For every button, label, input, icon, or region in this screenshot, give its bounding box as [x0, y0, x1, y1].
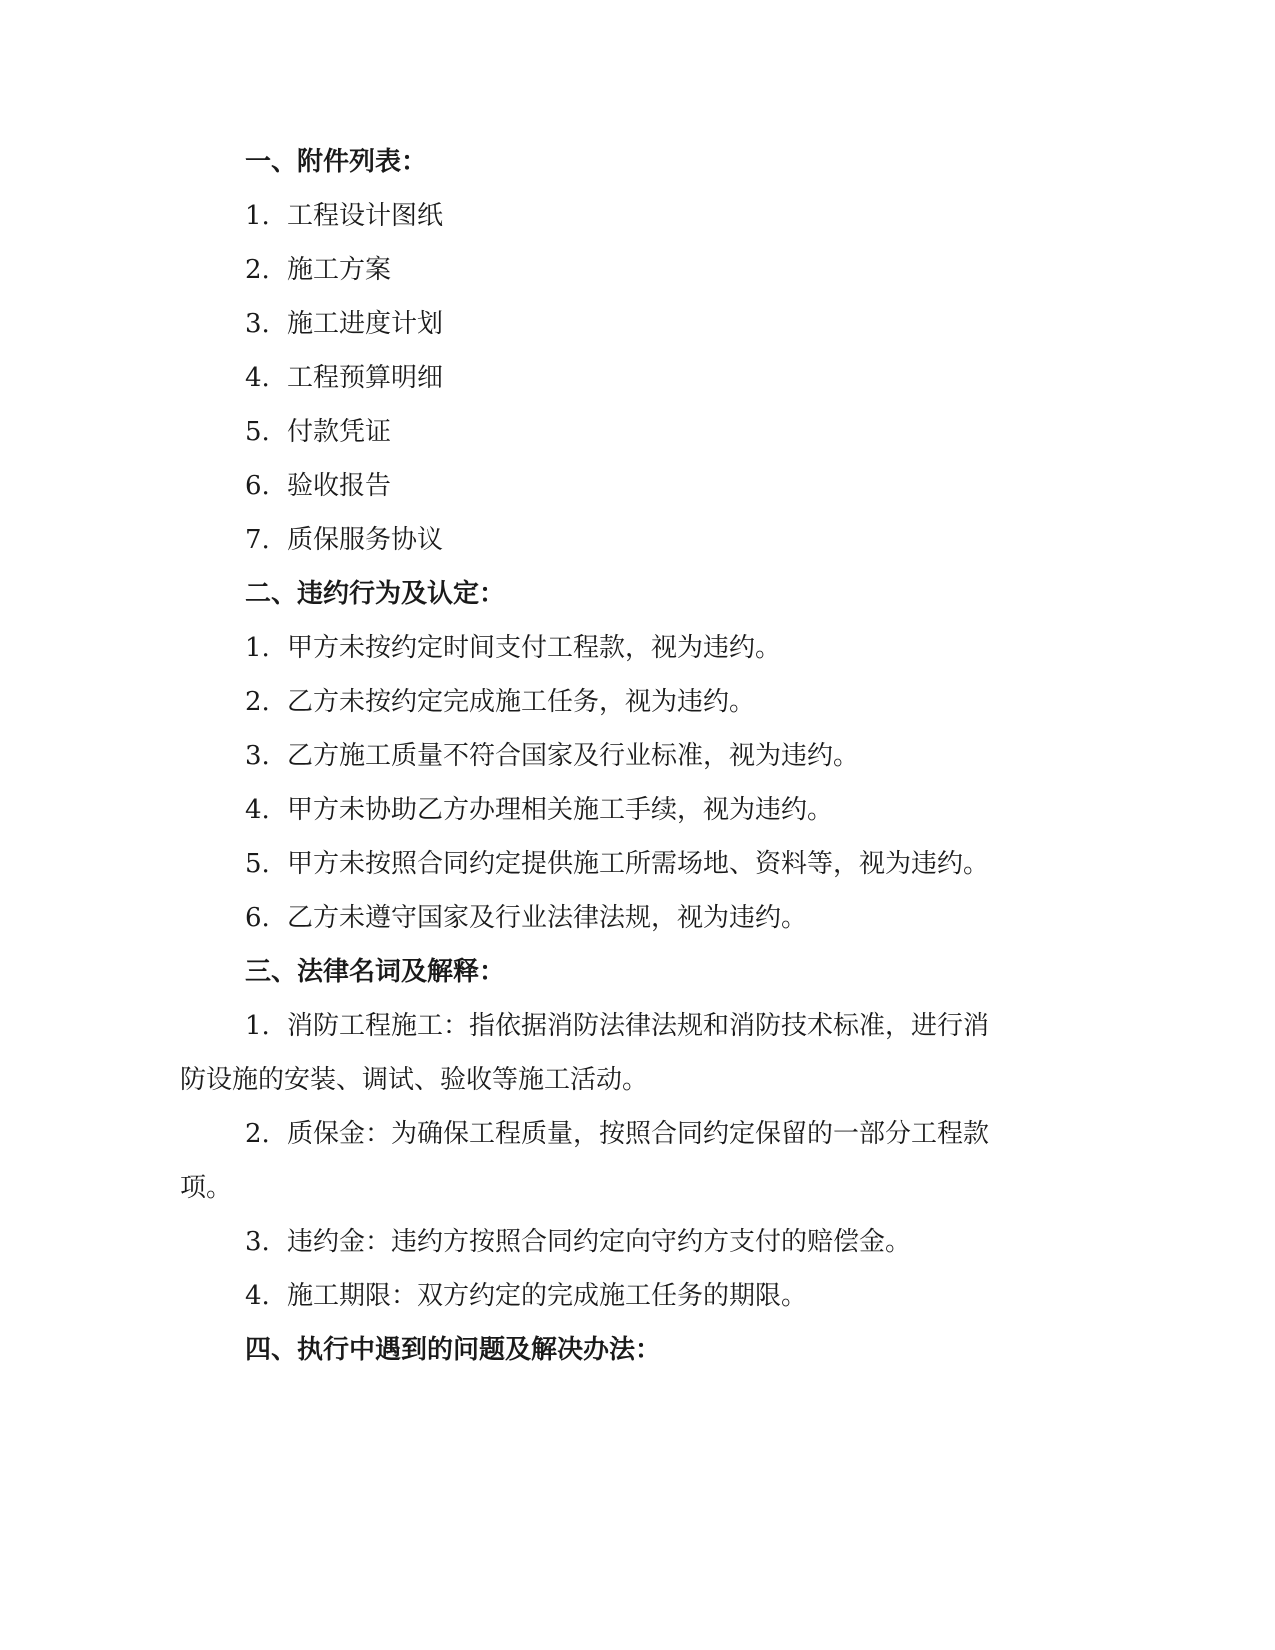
item-text: 工程预算明细 [287, 363, 444, 393]
item-text: 甲方未按约定时间支付工程款，视为违约。 [287, 633, 782, 663]
item-text: 验收报告 [287, 471, 392, 501]
list-item [245, 1117, 989, 1151]
section-heading-breach: 二、违约行为及认定： [245, 579, 506, 609]
item-number: 7. [245, 525, 270, 555]
item-number: 1. [245, 633, 270, 663]
item-text: 消防工程施工：指依据消防法律法规和消防技术标准，进行消 [287, 1011, 990, 1041]
item-text: 乙方未遵守国家及行业法律法规，视为违约。 [287, 903, 808, 933]
list-item [245, 361, 443, 395]
item-number: 2. [245, 255, 270, 285]
item-text: 施工方案 [287, 255, 392, 285]
list-item [245, 307, 443, 341]
section-heading-attachments: 一、附件列表： [245, 147, 428, 177]
item-text: 乙方施工质量不符合国家及行业标准，视为违约。 [287, 741, 860, 771]
list-item-continuation: 项。 [180, 1173, 233, 1203]
item-text: 施工进度计划 [287, 309, 444, 339]
item-number: 3. [245, 741, 270, 771]
section-heading-legal-terms: 三、法律名词及解释： [245, 957, 506, 987]
list-item [245, 523, 443, 557]
list-item [245, 1225, 911, 1259]
list-item [245, 631, 781, 665]
list-item [245, 469, 391, 503]
item-number: 2. [245, 687, 270, 717]
item-text: 质保服务协议 [287, 525, 444, 555]
list-item [245, 793, 833, 827]
item-text: 质保金：为确保工程质量，按照合同约定保留的一部分工程款 [287, 1119, 990, 1149]
item-number: 4. [245, 795, 270, 825]
list-item [245, 199, 443, 233]
item-text: 工程设计图纸 [287, 201, 444, 231]
list-item [245, 685, 755, 719]
item-number: 4. [245, 363, 270, 393]
section-heading-issues: 四、执行中遇到的问题及解决办法： [245, 1335, 662, 1365]
item-number: 2. [245, 1119, 270, 1149]
item-text: 付款凭证 [287, 417, 392, 447]
list-item-continuation: 防设施的安装、调试、验收等施工活动。 [180, 1065, 649, 1095]
item-text: 违约金：违约方按照合同约定向守约方支付的赔偿金。 [287, 1227, 912, 1257]
list-item [245, 253, 391, 287]
item-number: 3. [245, 1227, 270, 1257]
list-item [245, 847, 989, 881]
item-text: 甲方未协助乙方办理相关施工手续，视为违约。 [287, 795, 834, 825]
item-text: 乙方未按约定完成施工任务，视为违约。 [287, 687, 756, 717]
item-text: 施工期限：双方约定的完成施工任务的期限。 [287, 1281, 808, 1311]
item-number: 6. [245, 903, 270, 933]
list-item [245, 739, 859, 773]
item-number: 4. [245, 1281, 270, 1311]
list-item [245, 901, 807, 935]
item-number: 1. [245, 1011, 270, 1041]
item-number: 5. [245, 417, 270, 447]
item-number: 1. [245, 201, 270, 231]
item-number: 6. [245, 471, 270, 501]
item-number: 5. [245, 849, 270, 879]
list-item [245, 415, 391, 449]
list-item [245, 1009, 989, 1043]
item-text: 甲方未按照合同约定提供施工所需场地、资料等，视为违约。 [287, 849, 990, 879]
list-item [245, 1279, 807, 1313]
item-number: 3. [245, 309, 270, 339]
